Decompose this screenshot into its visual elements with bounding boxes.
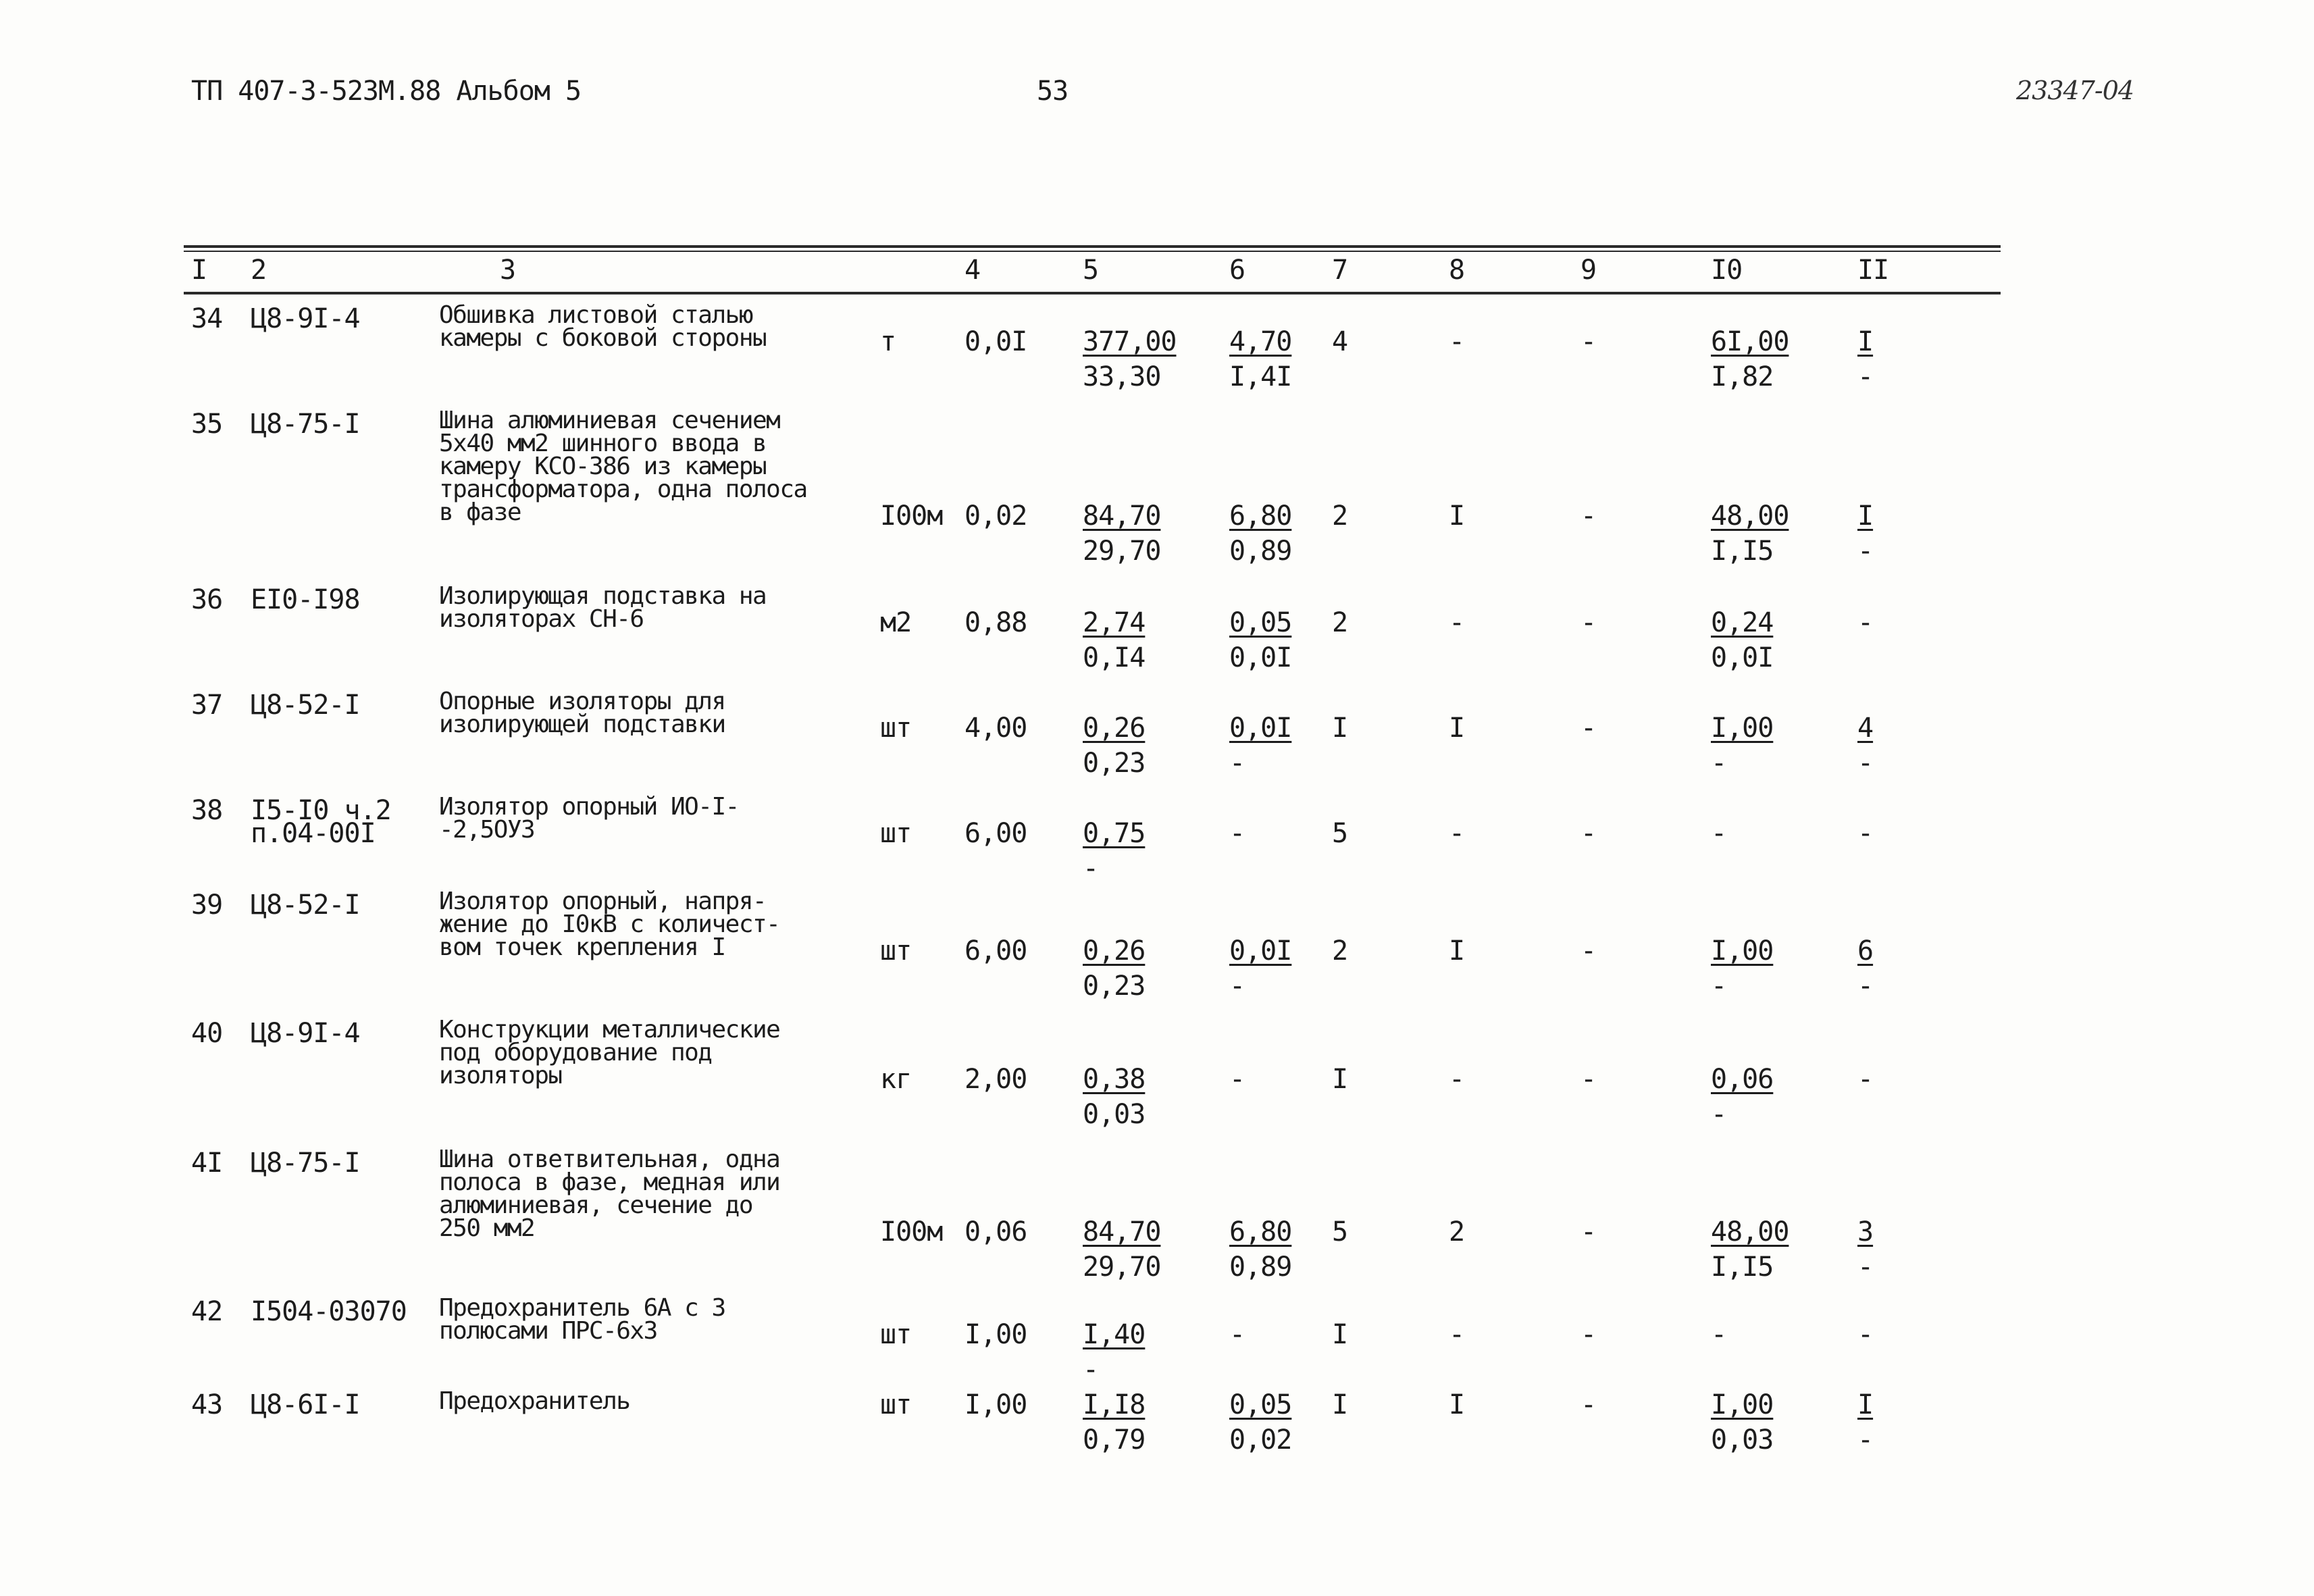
work-description-line: Опорные изоляторы для	[439, 688, 725, 715]
work-description-line: изоляторах СН-6	[439, 605, 644, 633]
rate-code: I5-I0 ч.2	[251, 795, 391, 826]
labor-cost-total: I,00	[1711, 713, 1774, 744]
wage-cost-total: -	[1229, 818, 1245, 849]
row-number: 36	[191, 584, 223, 615]
archive-number: 23347-04	[2016, 76, 2134, 105]
quantity: 0,06	[965, 1216, 1027, 1247]
unit-of-measure: шт	[880, 935, 912, 967]
work-description-line: под оборудование под	[439, 1039, 712, 1066]
materials-mark: -	[1580, 713, 1597, 744]
work-description-line: камеру КСО-386 из камеры	[439, 453, 767, 480]
column-header: 4	[965, 255, 981, 286]
wage-cost-sub: 0,89	[1229, 536, 1292, 567]
labor-cost-sub: -	[1711, 971, 1727, 1002]
unit-cost-sub: 0,79	[1083, 1424, 1146, 1456]
unit-cost-total: 0,26	[1083, 713, 1146, 744]
machinists-count: -	[1449, 607, 1465, 638]
work-description-line: вом точек крепления I	[439, 933, 725, 961]
wage-cost-sub: -	[1229, 971, 1245, 1002]
workers-count: I	[1332, 1064, 1348, 1095]
work-description-line: полюсами ПРС-6х3	[439, 1317, 657, 1345]
unit-cost-sub: 0,03	[1083, 1099, 1146, 1130]
rate-code: Ц8-9I-4	[251, 303, 360, 334]
workers-count: I	[1332, 1319, 1348, 1350]
quantity: 2,00	[965, 1064, 1027, 1095]
column-header: 5	[1083, 255, 1099, 286]
quantity: 0,02	[965, 500, 1027, 532]
wage-cost-sub: I,4I	[1229, 361, 1292, 392]
unit-cost-total: 2,74	[1083, 607, 1146, 638]
work-description-line: Предохранитель 6А с 3	[439, 1294, 725, 1322]
workers-count: 2	[1332, 935, 1348, 967]
quantity: 4,00	[965, 713, 1027, 744]
wage-cost-sub: -	[1229, 748, 1245, 779]
rate-code: I504-03070	[251, 1296, 407, 1327]
machine-cost-total: 6	[1857, 935, 1874, 967]
labor-cost-sub: -	[1711, 748, 1727, 779]
unit-of-measure: I00м	[880, 500, 943, 532]
unit-cost-total: 84,70	[1083, 500, 1161, 532]
rate-code: Ц8-75-I	[251, 1148, 360, 1179]
wage-cost-total: 6,80	[1229, 1216, 1292, 1247]
machinists-count: 2	[1449, 1216, 1465, 1247]
unit-of-measure: шт	[880, 713, 912, 744]
labor-cost-sub: I,I5	[1711, 536, 1774, 567]
workers-count: 5	[1332, 1216, 1348, 1247]
materials-mark: -	[1580, 326, 1597, 357]
labor-cost-sub: I,82	[1711, 361, 1774, 392]
materials-mark: -	[1580, 500, 1597, 532]
column-header: 2	[251, 255, 267, 286]
labor-cost-sub: 0,0I	[1711, 642, 1774, 673]
row-number: 38	[191, 795, 223, 826]
unit-cost-sub: 33,30	[1083, 361, 1161, 392]
work-description-line: изолирующей подставки	[439, 711, 725, 738]
row-number: 37	[191, 690, 223, 721]
workers-count: 2	[1332, 500, 1348, 532]
machine-cost-sub: -	[1857, 1424, 1874, 1456]
labor-cost-sub: 0,03	[1711, 1424, 1774, 1456]
machine-cost-total: -	[1857, 818, 1874, 849]
unit-of-measure: кг	[880, 1064, 912, 1095]
unit-cost-total: 377,00	[1083, 326, 1177, 357]
work-description-line: алюминиевая, сечение до	[439, 1191, 752, 1219]
column-header: 7	[1332, 255, 1348, 286]
work-description-line: камеры с боковой стороны	[439, 324, 767, 352]
machine-cost-total: I	[1857, 1389, 1874, 1420]
row-number: 35	[191, 409, 223, 440]
rate-code: Ц8-52-I	[251, 890, 360, 921]
page-number: 53	[1037, 76, 1069, 107]
unit-of-measure: т	[880, 326, 896, 357]
rate-code-line2: п.04-00I	[251, 818, 376, 849]
work-description-line: Изолятор опорный, напря-	[439, 887, 767, 915]
materials-mark: -	[1580, 1064, 1597, 1095]
work-description-line: Конструкции металлические	[439, 1016, 780, 1044]
work-description-line: Обшивка листовой сталью	[439, 301, 752, 329]
machine-cost-total: I	[1857, 326, 1874, 357]
labor-cost-total: 6I,00	[1711, 326, 1789, 357]
materials-mark: -	[1580, 1389, 1597, 1420]
wage-cost-total: 0,05	[1229, 607, 1292, 638]
labor-cost-sub: I,I5	[1711, 1252, 1774, 1283]
machinists-count: I	[1449, 500, 1465, 532]
wage-cost-sub: 0,0I	[1229, 642, 1292, 673]
work-description-line: Изолятор опорный ИО-I-	[439, 793, 739, 821]
column-header: I	[191, 255, 207, 286]
column-header: 6	[1229, 255, 1245, 286]
materials-mark: -	[1580, 1319, 1597, 1350]
wage-cost-total: 0,0I	[1229, 935, 1292, 967]
work-description-line: Предохранитель	[439, 1387, 630, 1415]
unit-cost-sub: 0,I4	[1083, 642, 1146, 673]
unit-of-measure: шт	[880, 1389, 912, 1420]
machine-cost-sub: -	[1857, 361, 1874, 392]
document-code: ТП 407-3-523М.88 Альбом 5	[191, 76, 582, 107]
workers-count: I	[1332, 1389, 1348, 1420]
wage-cost-sub: 0,02	[1229, 1424, 1292, 1456]
work-description-line: -2,5ОУ3	[439, 816, 535, 844]
unit-of-measure: шт	[880, 1319, 912, 1350]
wage-cost-total: -	[1229, 1064, 1245, 1095]
quantity: 0,0I	[965, 326, 1027, 357]
unit-cost-sub: 29,70	[1083, 1252, 1161, 1283]
machine-cost-total: 4	[1857, 713, 1874, 744]
rate-code: Ц8-9I-4	[251, 1018, 360, 1049]
machinists-count: I	[1449, 713, 1465, 744]
work-description-line: Изолирующая подставка на	[439, 582, 767, 610]
wage-cost-total: -	[1229, 1319, 1245, 1350]
wage-cost-total: 0,05	[1229, 1389, 1292, 1420]
materials-mark: -	[1580, 818, 1597, 849]
table-top-rule	[184, 245, 2001, 248]
machine-cost-total: 3	[1857, 1216, 1874, 1247]
machine-cost-sub: -	[1857, 748, 1874, 779]
unit-of-measure: шт	[880, 818, 912, 849]
labor-cost-total: 48,00	[1711, 1216, 1789, 1247]
labor-cost-total: 0,24	[1711, 607, 1774, 638]
unit-cost-sub: -	[1083, 853, 1099, 884]
work-description-line: Шина ответвительная, одна	[439, 1145, 780, 1173]
wage-cost-total: 4,70	[1229, 326, 1292, 357]
wage-cost-total: 6,80	[1229, 500, 1292, 532]
row-number: 34	[191, 303, 223, 334]
labor-cost-sub: -	[1711, 1099, 1727, 1130]
materials-mark: -	[1580, 1216, 1597, 1247]
labor-cost-total: I,00	[1711, 1389, 1774, 1420]
column-header: II	[1857, 255, 1889, 286]
quantity: 6,00	[965, 818, 1027, 849]
machinists-count: I	[1449, 935, 1465, 967]
work-description-line: в фазе	[439, 498, 521, 526]
unit-cost-sub: 0,23	[1083, 971, 1146, 1002]
quantity: I,00	[965, 1319, 1027, 1350]
work-description-line: изоляторы	[439, 1062, 562, 1089]
unit-of-measure: м2	[880, 607, 912, 638]
unit-of-measure: I00м	[880, 1216, 943, 1247]
row-number: 39	[191, 890, 223, 921]
work-description-line: Шина алюминиевая сечением	[439, 407, 780, 434]
machine-cost-total: I	[1857, 500, 1874, 532]
column-header: 8	[1449, 255, 1465, 286]
rate-code: Ц8-6I-I	[251, 1389, 360, 1420]
labor-cost-total: I,00	[1711, 935, 1774, 967]
column-header: 3	[500, 255, 516, 286]
machine-cost-sub: -	[1857, 1252, 1874, 1283]
row-number: 40	[191, 1018, 223, 1049]
wage-cost-sub: 0,89	[1229, 1252, 1292, 1283]
table-top-rule-thin	[184, 251, 2001, 252]
quantity: 6,00	[965, 935, 1027, 967]
unit-cost-total: I,40	[1083, 1319, 1146, 1350]
unit-cost-sub: -	[1083, 1354, 1099, 1385]
machinists-count: -	[1449, 326, 1465, 357]
work-description-line: полоса в фазе, медная или	[439, 1168, 780, 1196]
materials-mark: -	[1580, 935, 1597, 967]
machinists-count: I	[1449, 1389, 1465, 1420]
materials-mark: -	[1580, 607, 1597, 638]
machine-cost-sub: -	[1857, 971, 1874, 1002]
work-description-line: жение до I0кВ с количест-	[439, 910, 780, 938]
machinists-count: -	[1449, 1064, 1465, 1095]
machine-cost-total: -	[1857, 1319, 1874, 1350]
work-description-line: трансформатора, одна полоса	[439, 475, 807, 503]
machine-cost-total: -	[1857, 1064, 1874, 1095]
unit-cost-total: 84,70	[1083, 1216, 1161, 1247]
machine-cost-total: -	[1857, 607, 1874, 638]
quantity: 0,88	[965, 607, 1027, 638]
column-header: 9	[1580, 255, 1597, 286]
unit-cost-sub: 29,70	[1083, 536, 1161, 567]
rate-code: ЕI0-I98	[251, 584, 360, 615]
workers-count: 5	[1332, 818, 1348, 849]
labor-cost-total: 0,06	[1711, 1064, 1774, 1095]
workers-count: I	[1332, 713, 1348, 744]
row-number: 42	[191, 1296, 223, 1327]
workers-count: 2	[1332, 607, 1348, 638]
machine-cost-sub: -	[1857, 536, 1874, 567]
row-number: 43	[191, 1389, 223, 1420]
labor-cost-total: -	[1711, 1319, 1727, 1350]
column-header: I0	[1711, 255, 1743, 286]
unit-cost-sub: 0,23	[1083, 748, 1146, 779]
machinists-count: -	[1449, 818, 1465, 849]
labor-cost-total: -	[1711, 818, 1727, 849]
work-description-line: 5х40 мм2 шинного ввода в	[439, 430, 767, 457]
rate-code: Ц8-52-I	[251, 690, 360, 721]
work-description-line: 250 мм2	[439, 1214, 535, 1242]
machinists-count: -	[1449, 1319, 1465, 1350]
unit-cost-total: 0,26	[1083, 935, 1146, 967]
rate-code: Ц8-75-I	[251, 409, 360, 440]
unit-cost-total: I,I8	[1083, 1389, 1146, 1420]
workers-count: 4	[1332, 326, 1348, 357]
unit-cost-total: 0,38	[1083, 1064, 1146, 1095]
row-number: 4I	[191, 1148, 223, 1179]
quantity: I,00	[965, 1389, 1027, 1420]
wage-cost-total: 0,0I	[1229, 713, 1292, 744]
labor-cost-total: 48,00	[1711, 500, 1789, 532]
header-bottom-rule	[184, 292, 2001, 294]
unit-cost-total: 0,75	[1083, 818, 1146, 849]
